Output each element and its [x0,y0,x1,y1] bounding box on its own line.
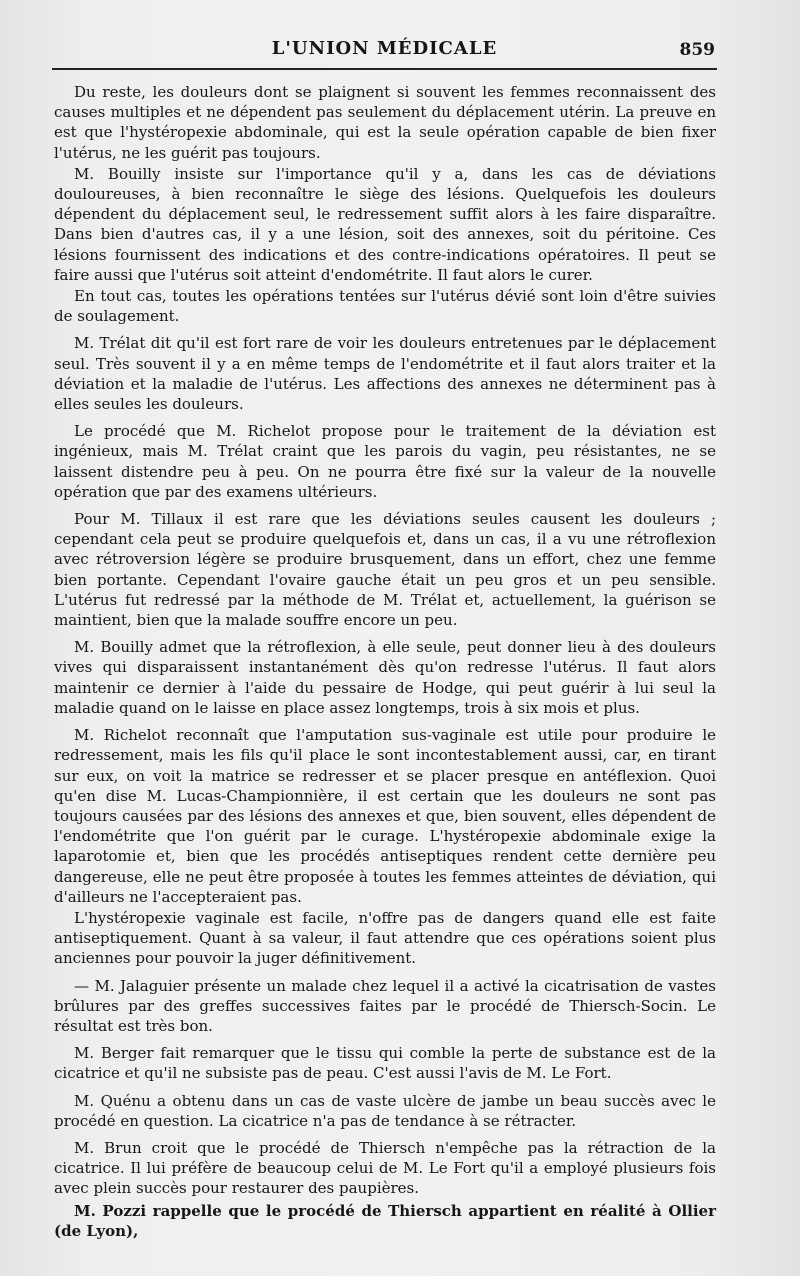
paragraph-12: M. Quénu a obtenu dans un cas de vaste ulcère de jambe un beau succès avec le procédé en question. La cicatrice n'a pas de tendance à se rétracter. [54,1091,716,1130]
paragraph-10: — M. Jalaguier présente un malade chez lequel il a activé la cicatrisation de vastes brûlures par des greffes successives faites par le procédé de Thiersch-Socin. Le résultat est très bon. [54,976,716,1035]
paragraph-3: En tout cas, toutes les opérations tentées sur l'utérus dévié sont loin d'être suivies de soulagement. [54,287,716,326]
header-rule [52,68,717,70]
paragraph-6: Pour M. Tillaux il est rare que les déviations seules causent les douleurs ; cependant cela peut se produire quelquefois et, dans un cas, il a vu une rétroflexion avec rétroversion légère se produire brusquement, dans un effort, chez une femme bien portante. Cependant l'ovaire gauche était un peu gros et un peu sensible. L'utérus fut redressé par la méthode de M. Trélat et, actuellement, la guérison se maintient, bien que la malade souffre encore un peu. [54,510,716,630]
paragraph-5: Le procédé que M. Richelot propose pour le traitement de la déviation est ingénieux, mais M. Trélat craint que les parois du vagin, peu résistantes, ne se laissent distendre peu à peu. On ne pourra être fixé sur la valeur de la nouvelle opération que par des examens ultérieurs. [54,422,716,501]
document-body [54,82,716,1248]
paragraph-1: Du reste, les douleurs dont se plaignent si souvent les femmes reconnaissent des causes multiples et ne dépendent pas seulement du déplacement utérin. La preuve en est que l'hystéropexie abdominale, qui est la seule opération capable de bien fixer l'utérus, ne les guérit pas toujours. [54,83,716,162]
paragraph-8: M. Richelot reconnaît que l'amputation sus-vaginale est utile pour produire le redressement, mais les fils qu'il place le sont incontestablement aussi, car, en tirant sur eux, on voit la matrice se redresser et se placer presque en antéflexion. Quoi qu'en dise M. Lucas-Championnière, il est certain que les douleurs ne sont pas toujours causées par des lésions des annexes et que, bien souvent, elles dépendent de l'endométrite que l'on guérit par le curage. L'hystéropexie abdominale exige la laparotomie et, bien que les procédés antiseptiques rendent cette dernière peu dangereuse, elle ne peut être proposée à toutes les femmes atteintes de déviation, qui d'ailleurs ne l'accepteraient pas. [54,726,716,906]
paragraph-2: M. Bouilly insiste sur l'importance qu'il y a, dans les cas de déviations douloureuses, à bien reconnaître le siège des lésions. Quelquefois les douleurs dépendent du déplacement seul, le redressement suffit alors à les faire disparaître. Dans bien d'autres cas, il y a une lésion, soit des annexes, soit du péritoine. Ces lésions fournissent des indications et des contre-indications opératoires. Il peut se faire aussi que l'utérus soit atteint d'endométrite. Il faut alors le curer. [54,164,716,284]
paragraph-9: L'hystéropexie vaginale est facile, n'offre pas de dangers quand elle est faite antiseptiquement. Quant à sa valeur, il faut attendre que ces opérations soient plus anciennes pour pouvoir la juger définitivement. [54,908,716,968]
paragraph-13: M. Brun croit que le procédé de Thiersch n'empêche pas la rétraction de la cicatrice. Il lui préfère de beaucoup celui de M. Le Fort qu'il a employé plusieurs fois avec plein succès pour restaurer des paupières. [54,1138,716,1198]
paragraph-11: M. Berger fait remarquer que le tissu qui comble la perte de substance est de la cicatrice et qu'il ne subsiste pas de peau. C'est aussi l'avis de M. Le Fort. [54,1044,716,1083]
paragraph-7: M. Bouilly admet que la rétroflexion, à elle seule, peut donner lieu à des douleurs vives qui disparaissent instantanément dès qu'on redresse l'utérus. Il faut alors maintenir ce dernier à l'aide du pessaire de Hodge, qui peut guérir à lui seul la maladie quand on le laisse en place assez longtemps, trois à six mois et plus. [54,638,716,717]
paragraph-14: M. Pozzi rappelle que le procédé de Thiersch appartient en réalité à Ollier (de Lyon), [54,1201,716,1240]
running-title: L'UNION MÉDICALE [271,38,498,59]
paragraph-4: M. Trélat dit qu'il est fort rare de voir les douleurs entretenues par le déplacement seul. Très souvent il y a en même temps de l'endométrite et il faut alors traiter et la déviation et la maladie de l'utérus. Les affections des annexes ne déterminent pas à elles seules les douleurs. [54,334,716,414]
page-number: 859 [679,40,715,60]
page-header [52,36,717,70]
